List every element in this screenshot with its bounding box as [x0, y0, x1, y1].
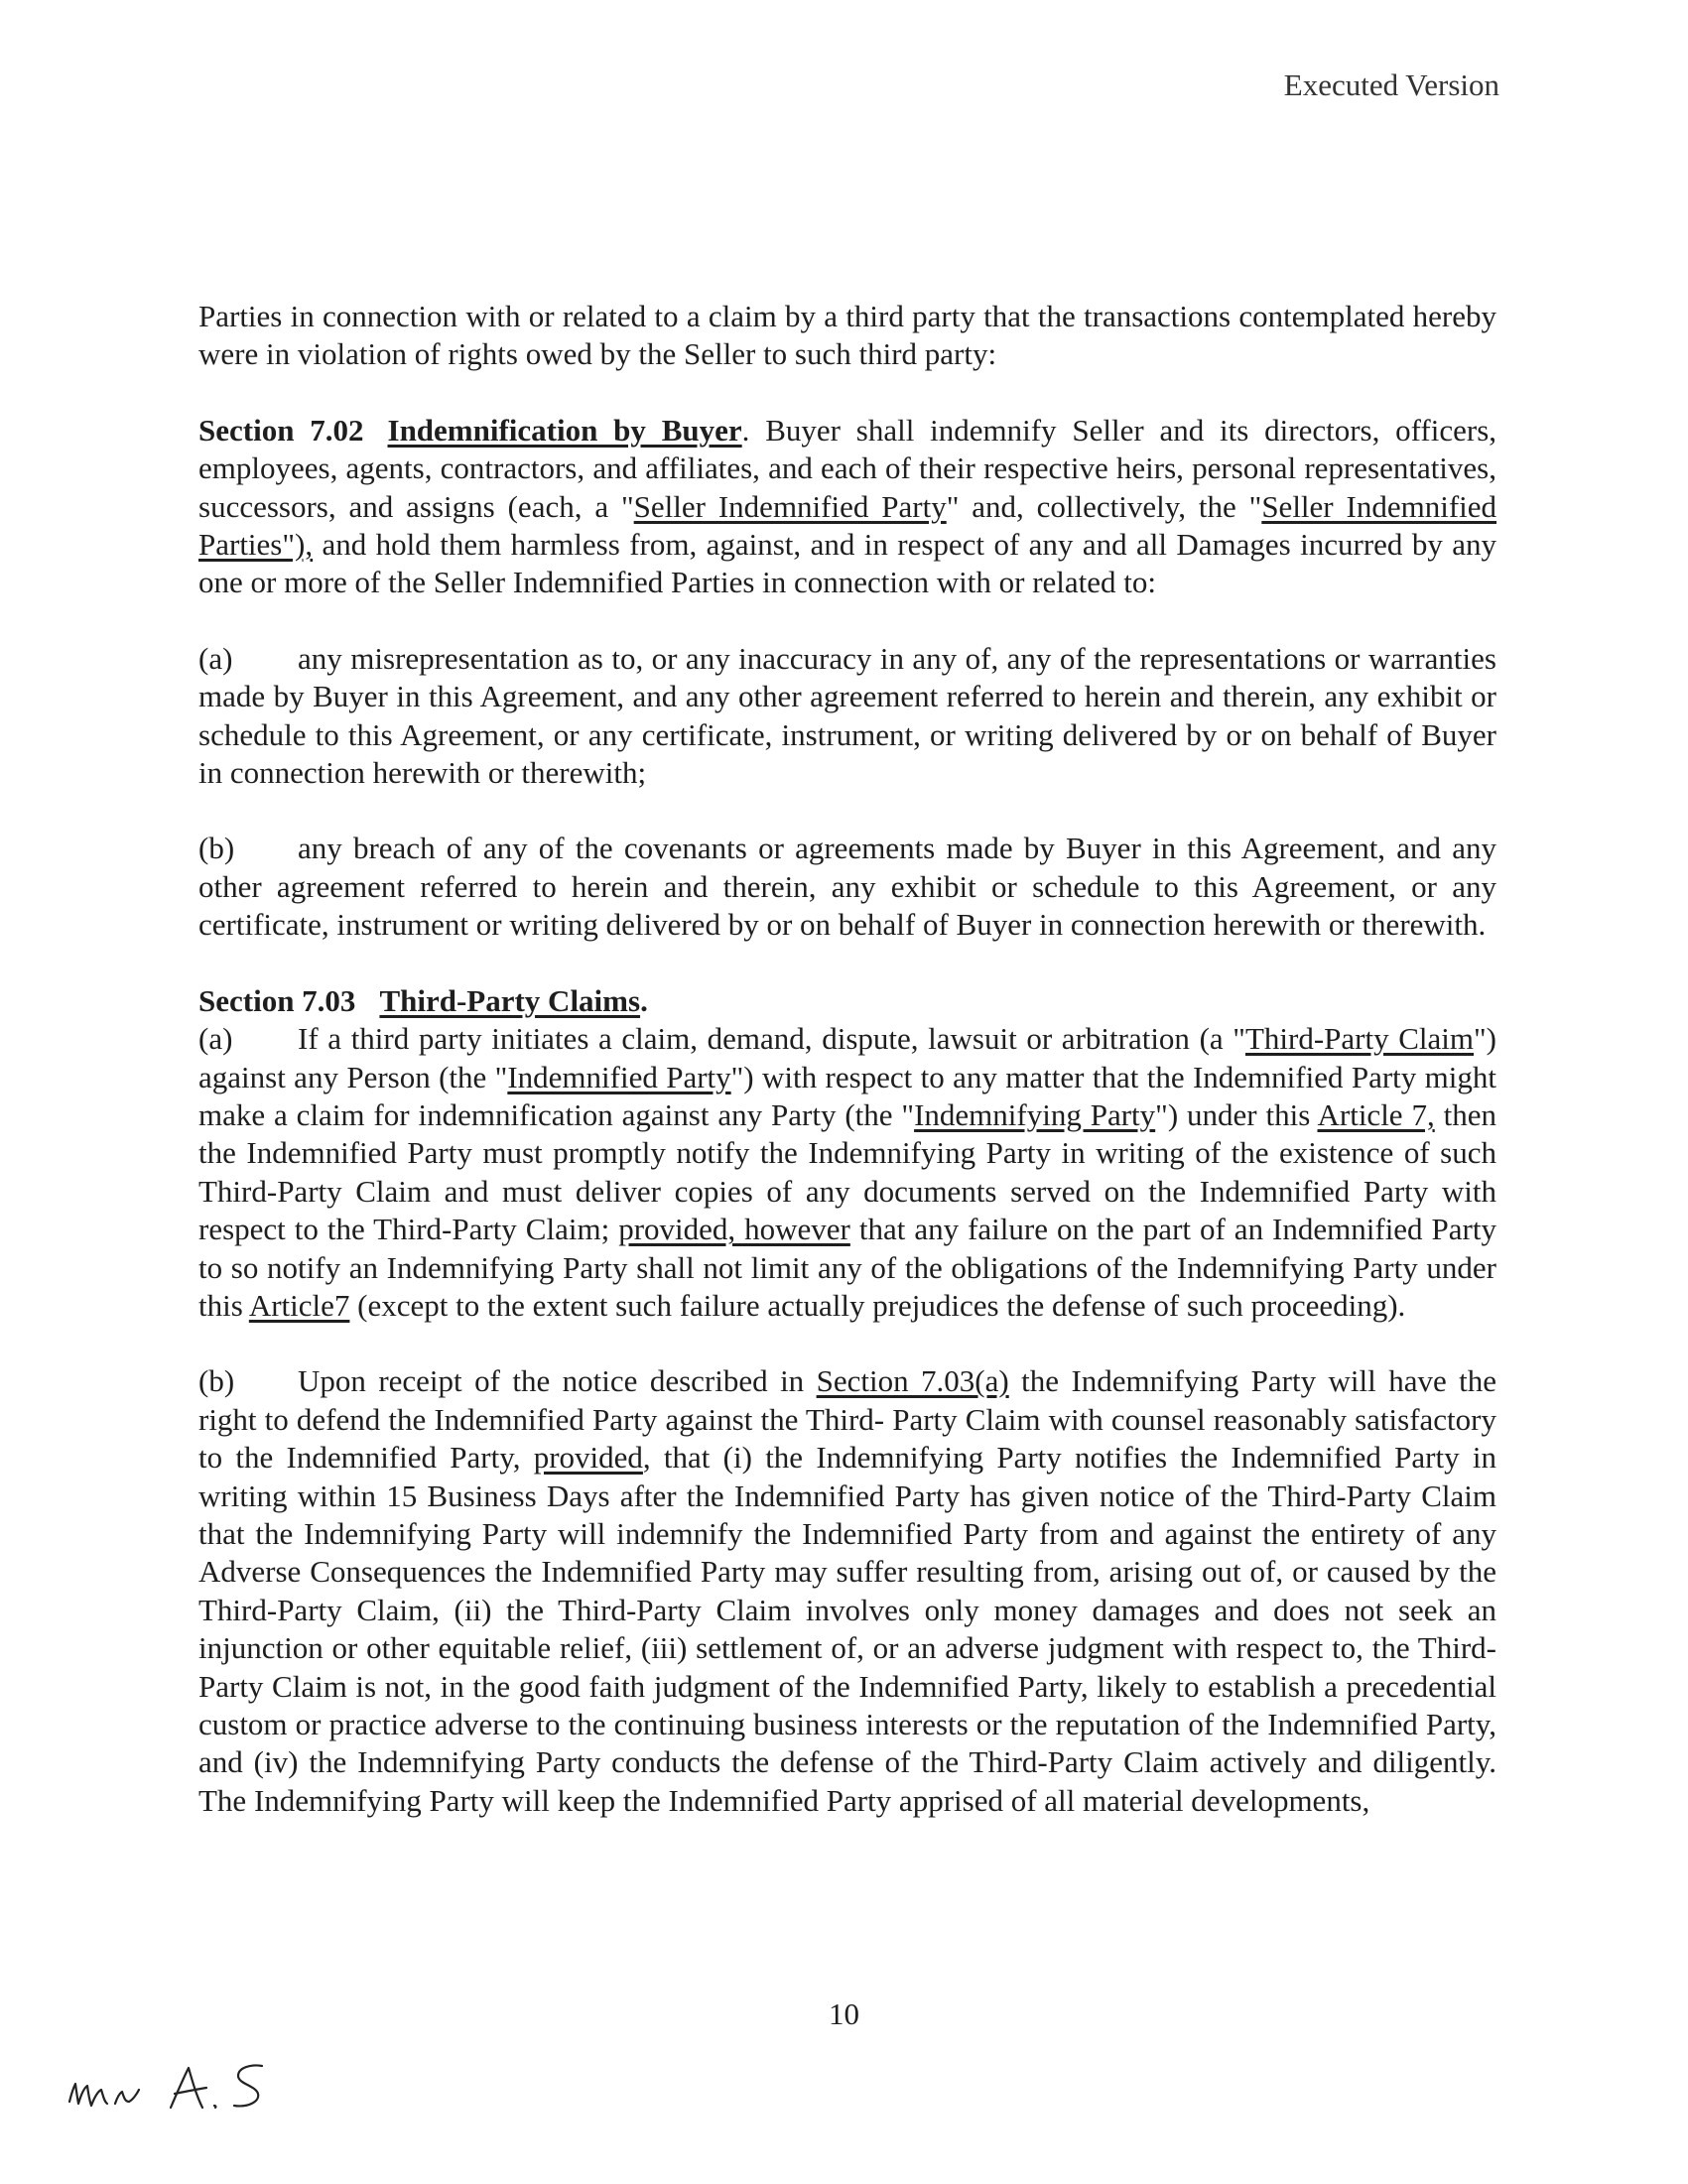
- section-7-02-label: Section 7.02: [198, 412, 364, 448]
- clause-text: then the Indemnified Party must promptly notify the Indemnifying Party in writing of the existence of such Third-Party Claim and must deliver copies of any documents served on the Indemnified Party with respect to the Third-Party Claim;: [198, 1096, 1496, 1247]
- section-7-03-title: Third-Party Claims: [379, 982, 641, 1018]
- section-7-03-clause-b: [198, 1362, 1496, 1820]
- section-7-02-clause-a: [198, 640, 1496, 793]
- document-body: [198, 298, 1496, 1820]
- clause-text: that any failure on the part of an Indemnified Party to so notify an Indemnifying Party shall not limit any of the obligations of the Indemnifying Party under this: [198, 1212, 1496, 1323]
- continuation-paragraph: [198, 298, 1496, 374]
- defined-term-third-party-claim: Third-Party Claim: [1244, 1021, 1475, 1057]
- continuation-text: Parties in connection with or related to a claim by a third party that the transactions contemplated hereby were in violation of rights owed by the Seller to such third party:: [198, 299, 1496, 372]
- clause-text: any misrepresentation as to, or any inaccuracy in any of, any of the representations or warranties made by Buyer in this Agreement, and any other agreement referred to herein and therein, any exhibit or schedule to this Agreement, or any certificate, instrument, or writing delivered by or on behalf of Buyer in connection herewith or therewith;: [198, 640, 1496, 791]
- section-7-03-clause-a: [198, 1020, 1496, 1325]
- section-7-02-text-1: . Buyer shall indemnify Seller and its directors, officers, employees, agents, contractors, and affiliates, and each of their respective heirs, personal representatives, successors, and assigns (each, a ": [198, 412, 1497, 524]
- clause-text: ") with respect to any matter that the Indemnified Party might make a claim for indemnification against any Party (the ": [198, 1059, 1496, 1132]
- clause-text: Upon receipt of the notice described in: [298, 1363, 817, 1399]
- proviso-term: provided, however: [618, 1212, 850, 1247]
- defined-term-seller-indemnified-party: Seller Indemnified Party: [633, 488, 947, 524]
- defined-term-indemnifying-party: Indemnifying Party: [914, 1096, 1156, 1132]
- clause-label: (a): [198, 640, 233, 676]
- version-header: Executed Version: [1283, 67, 1499, 102]
- cross-reference-section-7-03-a: Section 7.03(a): [816, 1363, 1009, 1399]
- clause-text: If a third party initiates a claim, demand, dispute, lawsuit or arbitration (a ": [298, 1021, 1245, 1057]
- clause-label: (b): [198, 1363, 235, 1399]
- section-7-02-text-3: and hold them harmless from, against, and in respect of any and all Damages incurred by any one or more of the Seller Indemnified Parties in connection with or related to:: [198, 527, 1496, 600]
- page-number: 10: [829, 1996, 859, 2031]
- section-7-03-heading: [198, 982, 1496, 1020]
- cross-reference-article7: Article7: [248, 1287, 350, 1323]
- clause-text: the Indemnifying Party will have the right to defend the Indemnified Party against the Third- Party Claim with counsel reasonably satisfactory to the Indemnified Party,: [198, 1363, 1497, 1476]
- section-7-02-text-2: " and, collectively, the ": [946, 488, 1262, 524]
- clause-text: , that (i) the Indemnifying Party notifies the Indemnified Party in writing within 15 Business Days after the Indemnified Party has given notice of the Third-Party Claim that the Indemnifying Party will indemnify the Indemnified Party from and against the entirety of any Adverse Consequences the Indemnified Party may suffer resulting from, arising out of, or caused by the Third-Party Claim, (ii) the Third-Party Claim involves only money damages and does not seek an injunction or other equitable relief, (iii) settlement of, or an adverse judgment with respect to, the Third- Party Claim is not, in the good faith judgment of the Indemnified Party, likely to establish a precedential custom or practice adverse to the continuing business interests or the reputation of the Indemnified Party, and (iv) the Indemnifying Party conducts the defense of the Third-Party Claim actively and diligently. The Indemnifying Party will keep the Indemnified Party apprised of all material developments,: [198, 1440, 1496, 1818]
- defined-term-indemnified-party: Indemnified Party: [507, 1059, 731, 1094]
- section-7-03-period: .: [640, 982, 648, 1018]
- section-7-02: [198, 412, 1496, 602]
- handwritten-initials-signature: [60, 2054, 318, 2123]
- section-7-03-label: Section 7.03: [198, 982, 356, 1018]
- clause-label: (b): [198, 831, 235, 866]
- clause-text: any breach of any of the covenants or agreements made by Buyer in this Agreement, and any other agreement referred to herein and therein, any exhibit or schedule to this Agreement, or any certificate, instrument or writing delivered by or on behalf of Buyer in connection herewith or therewith.: [198, 831, 1496, 943]
- cross-reference-article-7: Article 7,: [1317, 1096, 1435, 1132]
- clause-text: ") against any Person (the ": [198, 1021, 1497, 1094]
- section-7-02-clause-b: [198, 830, 1496, 944]
- clause-label: (a): [198, 1021, 233, 1057]
- clause-text: ") under this: [1155, 1096, 1318, 1132]
- clause-text: (except to the extent such failure actually prejudices the defense of such proceeding).: [349, 1287, 1406, 1323]
- defined-term-seller-indemnified-parties: Seller Indemnified Parties"),: [198, 488, 1497, 563]
- proviso-term: provided: [533, 1440, 643, 1476]
- section-7-02-title: Indemnification by Buyer: [387, 412, 742, 448]
